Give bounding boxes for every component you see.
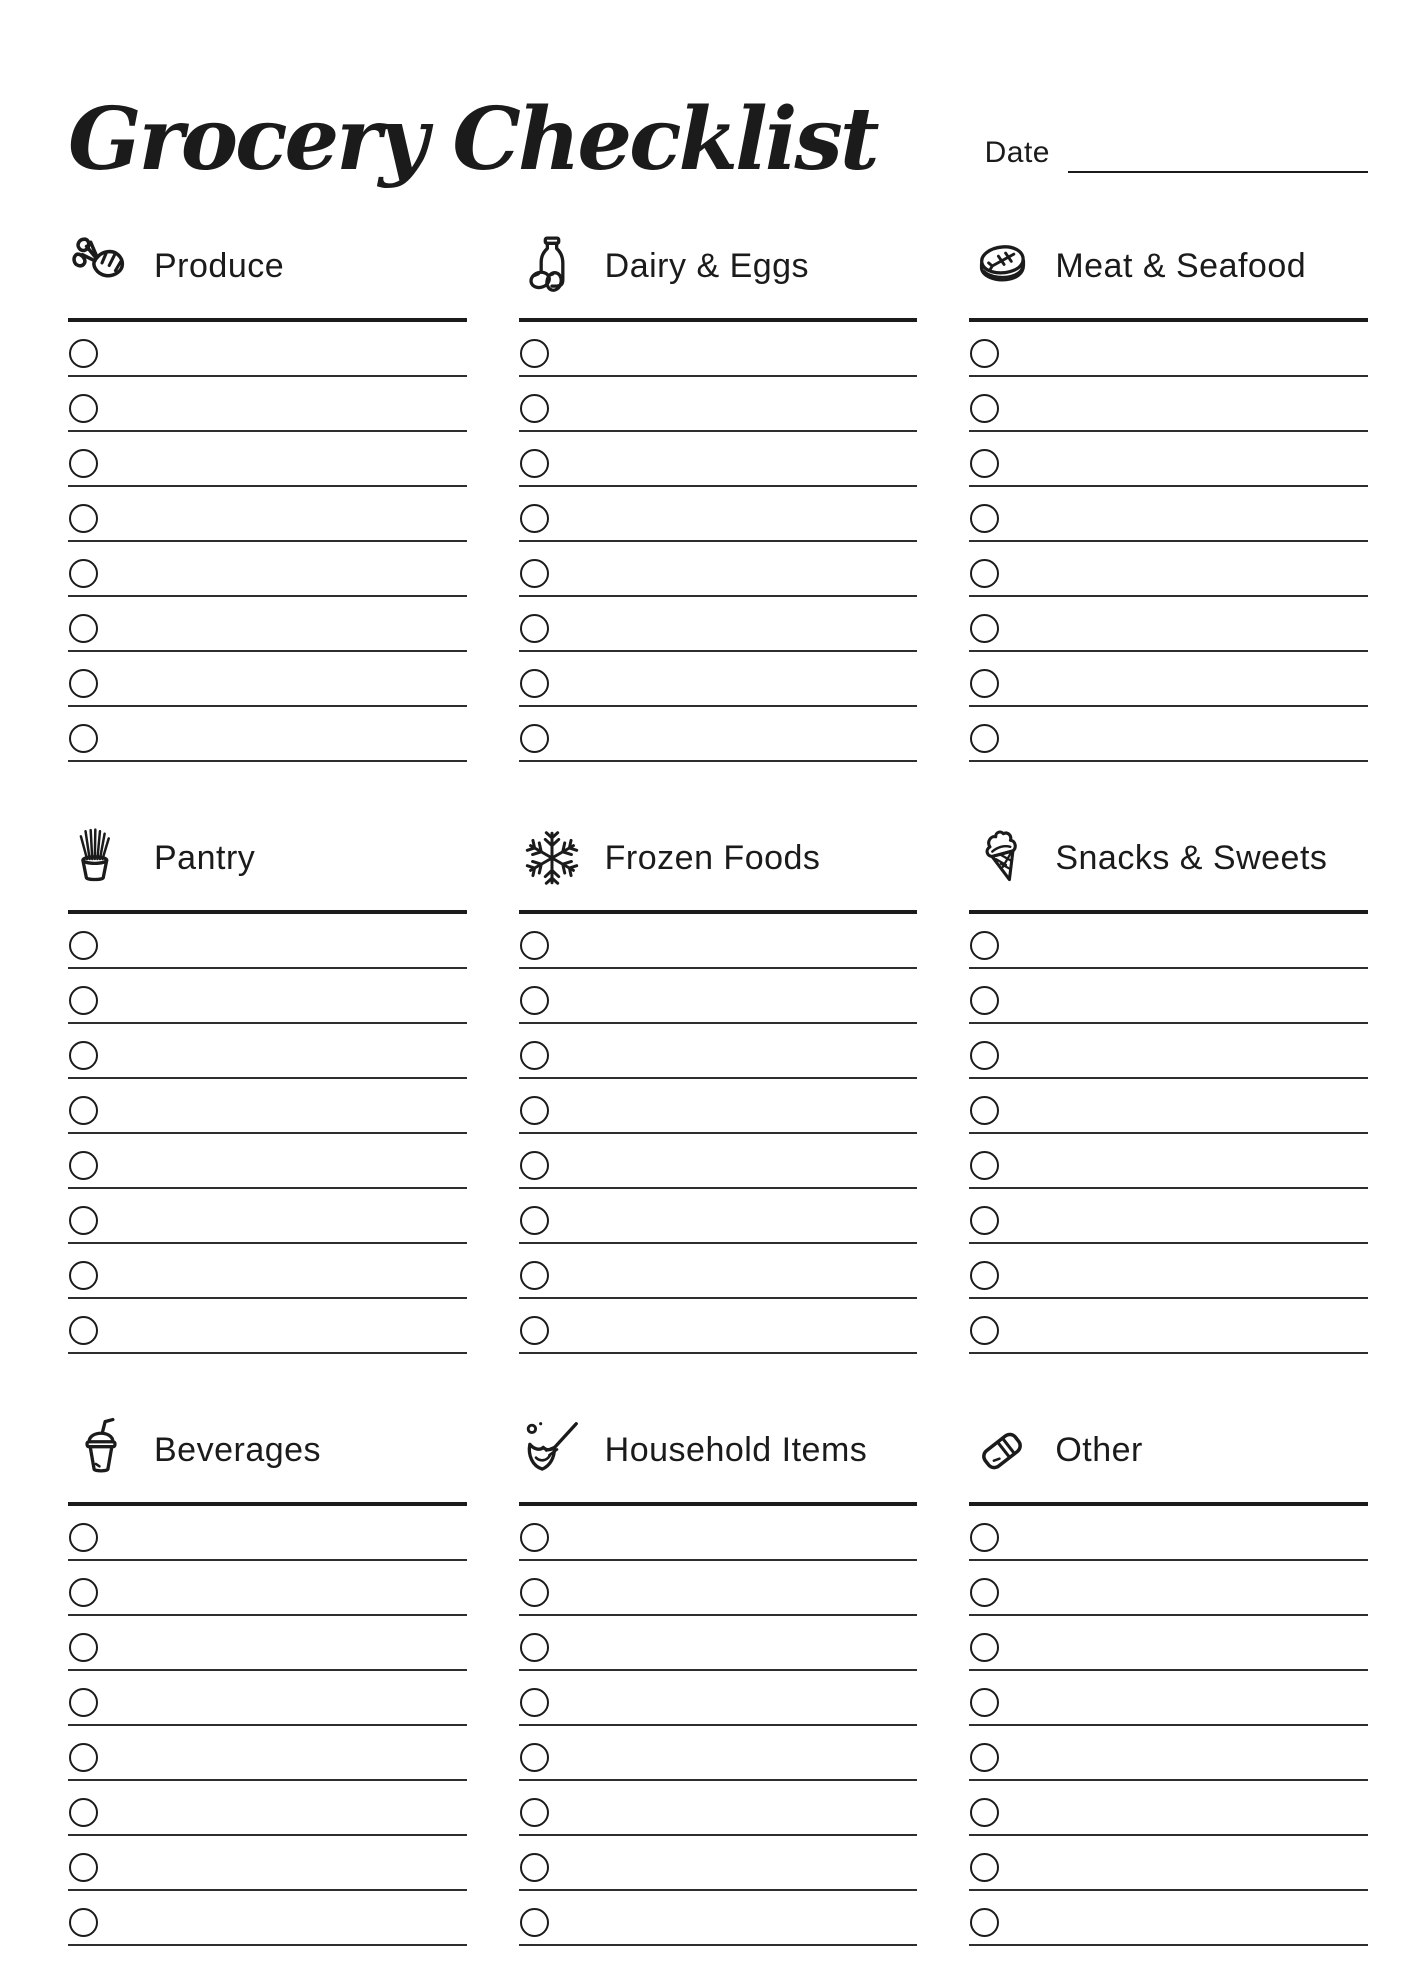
checklist-row: [519, 1189, 918, 1244]
checkbox-circle[interactable]: [970, 1206, 999, 1235]
section-rows: [519, 1506, 918, 1946]
checkbox-circle[interactable]: [520, 1908, 549, 1937]
checklist-row: [68, 969, 467, 1024]
section-rows: [969, 1506, 1368, 1946]
checklist-row: [68, 542, 467, 597]
page-title: Grocery Checklist: [68, 89, 877, 190]
item-write-line[interactable]: [68, 760, 467, 762]
checkbox-circle[interactable]: [69, 1206, 98, 1235]
checkbox-circle[interactable]: [520, 1096, 549, 1125]
checklist-row: [68, 432, 467, 487]
checklist-row: [519, 432, 918, 487]
checklist-row: [519, 1891, 918, 1946]
checklist-row: [969, 1616, 1368, 1671]
checkbox-circle[interactable]: [520, 986, 549, 1015]
checkbox-circle[interactable]: [520, 504, 549, 533]
checkbox-circle[interactable]: [970, 1151, 999, 1180]
section-dairy-eggs: [519, 230, 918, 762]
checklist-row: [969, 1134, 1368, 1189]
checklist-row: [969, 1189, 1368, 1244]
checkbox-circle[interactable]: [520, 449, 549, 478]
checklist-row: [969, 487, 1368, 542]
checklist-row: [969, 914, 1368, 969]
checkbox-circle[interactable]: [520, 1633, 549, 1662]
checkbox-circle[interactable]: [520, 931, 549, 960]
checklist-row: [519, 652, 918, 707]
checklist-row: [68, 1561, 467, 1616]
checkbox-circle[interactable]: [69, 931, 98, 960]
section-rows: [969, 322, 1368, 762]
checkbox-circle[interactable]: [520, 1578, 549, 1607]
checklist-row: [969, 1244, 1368, 1299]
checkbox-circle[interactable]: [970, 1316, 999, 1345]
checklist-row: [969, 1836, 1368, 1891]
checklist-row: [519, 1726, 918, 1781]
checklist-row: [519, 914, 918, 969]
checklist-row: [969, 652, 1368, 707]
checklist-row: [969, 969, 1368, 1024]
section-rows: [519, 914, 918, 1354]
section-header: [519, 230, 918, 302]
item-write-line[interactable]: [68, 1944, 467, 1946]
checklist-row: [519, 1671, 918, 1726]
checklist-row: [969, 1891, 1368, 1946]
section-meat-seafood: [969, 230, 1368, 762]
checkbox-circle[interactable]: [69, 614, 98, 643]
section-header: [969, 1414, 1368, 1486]
checkbox-circle[interactable]: [69, 1853, 98, 1882]
checkbox-circle[interactable]: [970, 1798, 999, 1827]
checklist-row: [519, 1836, 918, 1891]
item-write-line[interactable]: [519, 1944, 918, 1946]
checkbox-circle[interactable]: [69, 339, 98, 368]
checkbox-circle[interactable]: [520, 559, 549, 588]
checkbox-circle[interactable]: [69, 1908, 98, 1937]
checkbox-circle[interactable]: [970, 1041, 999, 1070]
section-header: [969, 230, 1368, 302]
section-rows: [68, 914, 467, 1354]
checklist-row: [68, 914, 467, 969]
checkbox-circle[interactable]: [69, 1261, 98, 1290]
checkbox-circle[interactable]: [69, 1096, 98, 1125]
checklist-row: [969, 1726, 1368, 1781]
spaghetti-cup-icon: [68, 825, 134, 891]
section-header: [68, 822, 467, 894]
checklist-row: [68, 652, 467, 707]
checklist-row: [519, 1616, 918, 1671]
section-title: Snacks & Sweets: [1055, 838, 1328, 877]
section-rows: [68, 1506, 467, 1946]
section-rows: [519, 322, 918, 762]
checkbox-circle[interactable]: [970, 614, 999, 643]
section-header: [68, 230, 467, 302]
checklist-row: [519, 1134, 918, 1189]
checkbox-circle[interactable]: [520, 1688, 549, 1717]
section-header: [969, 822, 1368, 894]
checkbox-circle[interactable]: [69, 669, 98, 698]
checkbox-circle[interactable]: [69, 394, 98, 423]
checklist-row: [519, 322, 918, 377]
checkbox-circle[interactable]: [970, 1261, 999, 1290]
dustpan-broom-icon: [519, 1417, 585, 1483]
page-header: [68, 36, 1368, 204]
checklist-row: [68, 1079, 467, 1134]
checkbox-circle[interactable]: [970, 1523, 999, 1552]
section-title: Produce: [154, 246, 285, 285]
section-pantry: [68, 822, 467, 1354]
checklist-row: [519, 1781, 918, 1836]
item-write-line[interactable]: [969, 1944, 1368, 1946]
checkbox-circle[interactable]: [970, 504, 999, 533]
section-rows: [969, 914, 1368, 1354]
checkbox-circle[interactable]: [69, 1041, 98, 1070]
checklist-row: [68, 322, 467, 377]
drink-cup-icon: [68, 1417, 134, 1483]
milk-eggs-icon: [519, 233, 585, 299]
checklist-row: [68, 1506, 467, 1561]
checkbox-circle[interactable]: [520, 339, 549, 368]
checkbox-circle[interactable]: [520, 724, 549, 753]
section-title: Household Items: [604, 1430, 868, 1469]
checklist-row: [519, 1079, 918, 1134]
checkbox-circle[interactable]: [69, 559, 98, 588]
checklist-row: [519, 969, 918, 1024]
checkbox-circle[interactable]: [970, 1853, 999, 1882]
checkbox-circle[interactable]: [69, 449, 98, 478]
checkbox-circle[interactable]: [520, 1743, 549, 1772]
sections-grid: [68, 230, 1368, 1946]
checkbox-circle[interactable]: [970, 1908, 999, 1937]
checklist-row: [519, 597, 918, 652]
checkbox-circle[interactable]: [69, 1798, 98, 1827]
item-write-line[interactable]: [519, 760, 918, 762]
carrot-icon: [68, 233, 134, 299]
checkbox-circle[interactable]: [970, 1743, 999, 1772]
checkbox-circle[interactable]: [520, 1206, 549, 1235]
checkbox-circle[interactable]: [520, 1041, 549, 1070]
checklist-row: [68, 1616, 467, 1671]
checklist-row: [68, 597, 467, 652]
date-label: Date: [984, 136, 1050, 169]
checkbox-circle[interactable]: [970, 1688, 999, 1717]
date-field: [985, 138, 1368, 168]
checklist-row: [969, 1781, 1368, 1836]
eraser-icon: [969, 1417, 1035, 1483]
checkbox-circle[interactable]: [520, 669, 549, 698]
checkbox-circle[interactable]: [69, 1688, 98, 1717]
checkbox-circle[interactable]: [970, 931, 999, 960]
checklist-row: [68, 1024, 467, 1079]
checkbox-circle[interactable]: [970, 559, 999, 588]
item-write-line[interactable]: [969, 1352, 1368, 1354]
checkbox-circle[interactable]: [970, 669, 999, 698]
checkbox-circle[interactable]: [970, 1633, 999, 1662]
section-header: [68, 1414, 467, 1486]
section-title: Meat & Seafood: [1055, 246, 1307, 285]
checkbox-circle[interactable]: [520, 1261, 549, 1290]
section-title: Dairy & Eggs: [604, 246, 810, 285]
checklist-row: [969, 1671, 1368, 1726]
checkbox-circle[interactable]: [69, 1578, 98, 1607]
checkbox-circle[interactable]: [970, 394, 999, 423]
checklist-row: [969, 707, 1368, 762]
checklist-row: [969, 597, 1368, 652]
checklist-row: [519, 1299, 918, 1354]
checklist-row: [68, 1244, 467, 1299]
checklist-row: [68, 377, 467, 432]
checklist-row: [519, 1506, 918, 1561]
checklist-row: [519, 1561, 918, 1616]
checklist-row: [68, 1726, 467, 1781]
section-title: Pantry: [154, 838, 256, 877]
item-write-line[interactable]: [68, 1352, 467, 1354]
checklist-row: [519, 1024, 918, 1079]
checkbox-circle[interactable]: [69, 986, 98, 1015]
section-title: Frozen Foods: [604, 838, 821, 877]
checklist-row: [519, 487, 918, 542]
checklist-row: [519, 377, 918, 432]
checkbox-circle[interactable]: [970, 339, 999, 368]
checkbox-circle[interactable]: [69, 504, 98, 533]
section-header: [519, 1414, 918, 1486]
checklist-row: [68, 707, 467, 762]
checkbox-circle[interactable]: [520, 1523, 549, 1552]
section-other: [969, 1414, 1368, 1946]
checklist-row: [969, 1561, 1368, 1616]
checklist-row: [969, 377, 1368, 432]
section-frozen-foods: [519, 822, 918, 1354]
checklist-row: [68, 1189, 467, 1244]
checkbox-circle[interactable]: [520, 1798, 549, 1827]
checkbox-circle[interactable]: [970, 449, 999, 478]
checkbox-circle[interactable]: [69, 1633, 98, 1662]
checkbox-circle[interactable]: [520, 1151, 549, 1180]
section-rows: [68, 322, 467, 762]
checkbox-circle[interactable]: [69, 1316, 98, 1345]
date-write-line[interactable]: [1068, 171, 1368, 173]
section-household-items: [519, 1414, 918, 1946]
checklist-row: [68, 1671, 467, 1726]
checkbox-circle[interactable]: [970, 986, 999, 1015]
snowflake-icon: [519, 825, 585, 891]
checklist-row: [68, 1891, 467, 1946]
checklist-row: [969, 322, 1368, 377]
checkbox-circle[interactable]: [69, 1151, 98, 1180]
checkbox-circle[interactable]: [520, 1853, 549, 1882]
checkbox-circle[interactable]: [520, 1316, 549, 1345]
section-header: [519, 822, 918, 894]
steak-icon: [969, 233, 1035, 299]
checklist-row: [68, 1134, 467, 1189]
checkbox-circle[interactable]: [69, 724, 98, 753]
checklist-row: [969, 1506, 1368, 1561]
checklist-row: [68, 1299, 467, 1354]
checklist-row: [969, 432, 1368, 487]
checkbox-circle[interactable]: [970, 1578, 999, 1607]
section-produce: [68, 230, 467, 762]
ice-cream-cone-icon: [969, 825, 1035, 891]
checklist-row: [68, 487, 467, 542]
checklist-row: [969, 1024, 1368, 1079]
item-write-line[interactable]: [519, 1352, 918, 1354]
section-beverages: [68, 1414, 467, 1946]
checklist-row: [969, 1299, 1368, 1354]
checkbox-circle[interactable]: [520, 394, 549, 423]
checkbox-circle[interactable]: [970, 724, 999, 753]
checklist-row: [969, 1079, 1368, 1134]
section-title: Beverages: [154, 1430, 322, 1469]
checklist-row: [519, 707, 918, 762]
checkbox-circle[interactable]: [69, 1743, 98, 1772]
item-write-line[interactable]: [969, 760, 1368, 762]
checkbox-circle[interactable]: [520, 614, 549, 643]
checklist-row: [68, 1836, 467, 1891]
checkbox-circle[interactable]: [970, 1096, 999, 1125]
checkbox-circle[interactable]: [69, 1523, 98, 1552]
section-title: Other: [1055, 1430, 1143, 1469]
checklist-row: [68, 1781, 467, 1836]
section-snacks-sweets: [969, 822, 1368, 1354]
checklist-row: [519, 1244, 918, 1299]
checklist-row: [969, 542, 1368, 597]
checklist-row: [519, 542, 918, 597]
